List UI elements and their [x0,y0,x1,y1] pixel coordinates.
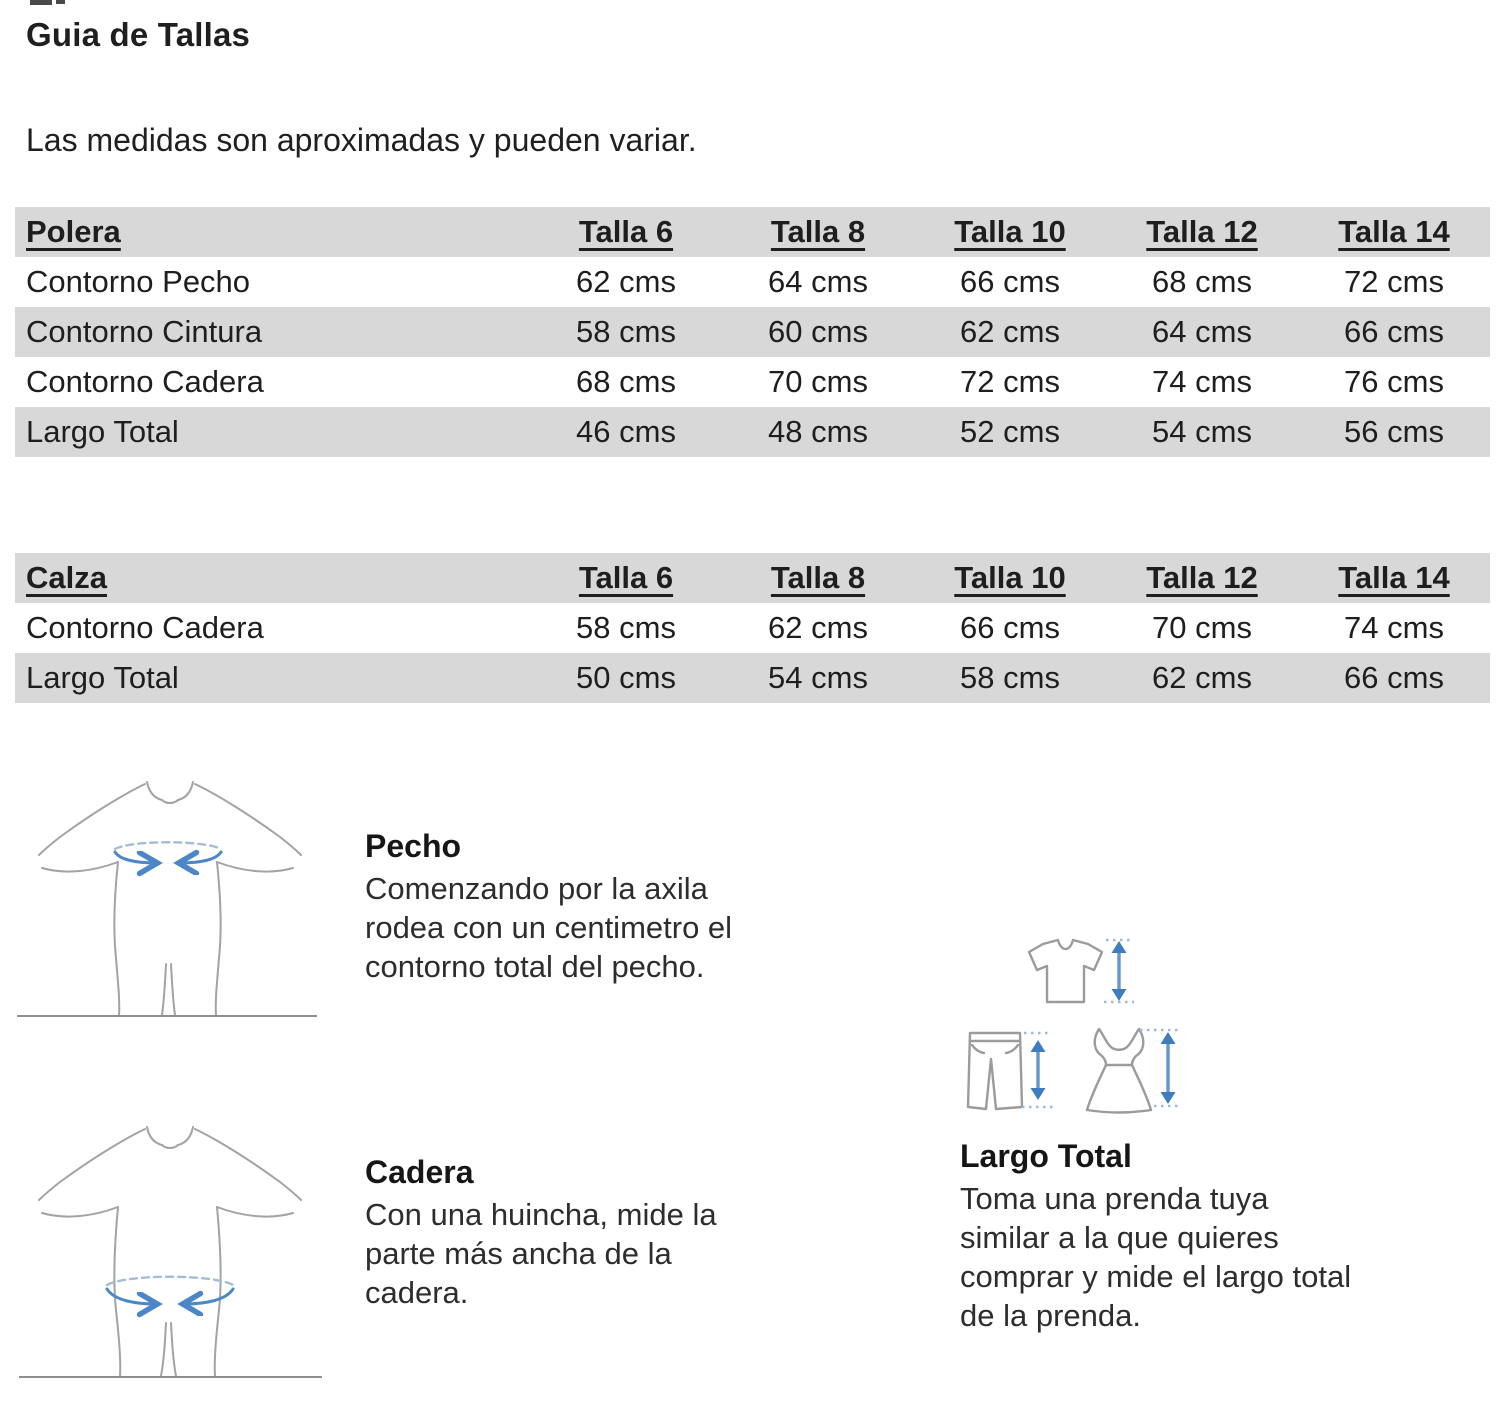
largo-total-heading: Largo Total [960,1138,1132,1174]
size-column-header: Talla 6 [578,560,674,595]
cadera-heading: Cadera [365,1154,474,1190]
measure-label: Largo Total [26,660,179,695]
pants-icon [960,1025,1055,1120]
table-row [15,307,1490,357]
guide-text-line: Con una huincha, mide la [365,1197,717,1232]
table-row [15,653,1490,703]
size-cell: 66 cms [1344,314,1444,349]
size-cell: 66 cms [1344,660,1444,695]
body-hip-figure [10,1110,330,1380]
guide-text-line: parte más ancha de la [365,1236,672,1271]
size-column-header: Talla 12 [1146,214,1258,249]
subtitle: Las medidas son aproximadas y pueden variar. [26,122,697,158]
guide-text-line: contorno total del pecho. [365,949,705,984]
tape-front-right [180,852,221,863]
page-title: Guia de Tallas [26,16,251,53]
size-cell: 68 cms [576,364,676,399]
length-arrow-icon [1161,1032,1176,1104]
size-column-header: Talla 10 [954,214,1066,249]
dress-icon [1082,1022,1182,1120]
size-cell: 46 cms [576,414,676,449]
cropped-content-artifact [56,0,65,4]
measure-label: Contorno Cintura [26,314,263,349]
size-column-header: Talla 10 [954,560,1066,595]
size-cell: 70 cms [768,364,868,399]
size-cell: 54 cms [1152,414,1252,449]
measure-label: Largo Total [26,414,179,449]
size-cell: 58 cms [960,660,1060,695]
size-cell: 74 cms [1152,364,1252,399]
calza-size-table [15,553,1490,703]
size-column-header: Talla 14 [1338,560,1450,595]
guide-text-line: comprar y mide el largo total [960,1259,1352,1294]
size-cell: 62 cms [1152,660,1252,695]
size-cell: 62 cms [960,314,1060,349]
table-row [15,603,1490,653]
size-cell: 66 cms [960,264,1060,299]
size-cell: 66 cms [960,610,1060,645]
size-cell: 74 cms [1344,610,1444,645]
size-cell: 72 cms [1344,264,1444,299]
cadera-guide [365,1154,825,1312]
measure-label: Contorno Cadera [26,364,264,399]
table-row [15,407,1490,457]
measure-label: Contorno Pecho [26,264,251,299]
tape-front-right [184,1289,233,1304]
largo-total-guide [960,1138,1430,1335]
size-cell: 50 cms [576,660,676,695]
size-cell: 56 cms [1344,414,1444,449]
size-cell: 52 cms [960,414,1060,449]
measure-label: Contorno Cadera [26,610,264,645]
size-cell: 72 cms [960,364,1060,399]
length-arrow-icon [1112,941,1127,1001]
polera-size-table [15,207,1490,457]
pocket-curve [972,1045,984,1053]
polera-header-row [15,207,1490,257]
cropped-content-artifact [30,0,52,5]
size-column-header: Talla 6 [578,214,674,249]
size-cell: 62 cms [576,264,676,299]
size-column-header: Talla 8 [770,214,866,249]
guide-text-line: rodea con un centimetro el [365,910,733,945]
size-cell: 64 cms [1152,314,1252,349]
size-cell: 76 cms [1344,364,1444,399]
tape-back-dashed [107,1277,233,1285]
size-cell: 54 cms [768,660,868,695]
pocket-curve [1006,1045,1018,1053]
size-column-header: Talla 14 [1338,214,1450,249]
pecho-guide [365,828,825,986]
garment-header: Calza [26,560,107,595]
pecho-heading: Pecho [365,828,462,864]
guide-text-line: Comenzando por la axila [365,871,708,906]
tape-back-dashed [115,842,221,849]
size-cell: 58 cms [576,314,676,349]
size-cell: 70 cms [1152,610,1252,645]
size-column-header: Talla 12 [1146,560,1258,595]
garment-header: Polera [26,214,121,249]
table-row [15,357,1490,407]
guide-text-line: cadera. [365,1275,469,1310]
calza-header-row [15,553,1490,603]
size-column-header: Talla 8 [770,560,866,595]
size-cell: 64 cms [768,264,868,299]
guide-text-line: de la prenda. [960,1298,1141,1333]
tshirt-icon [1018,933,1136,1011]
size-cell: 48 cms [768,414,868,449]
guide-text-line: similar a la que quieres [960,1220,1279,1255]
tape-front-left [115,852,156,863]
body-chest-figure [10,765,330,1020]
size-cell: 68 cms [1152,264,1252,299]
size-cell: 58 cms [576,610,676,645]
size-cell: 60 cms [768,314,868,349]
length-arrow-icon [1031,1040,1046,1100]
size-cell: 62 cms [768,610,868,645]
table-row [15,257,1490,307]
guide-text-line: Toma una prenda tuya [960,1181,1269,1216]
